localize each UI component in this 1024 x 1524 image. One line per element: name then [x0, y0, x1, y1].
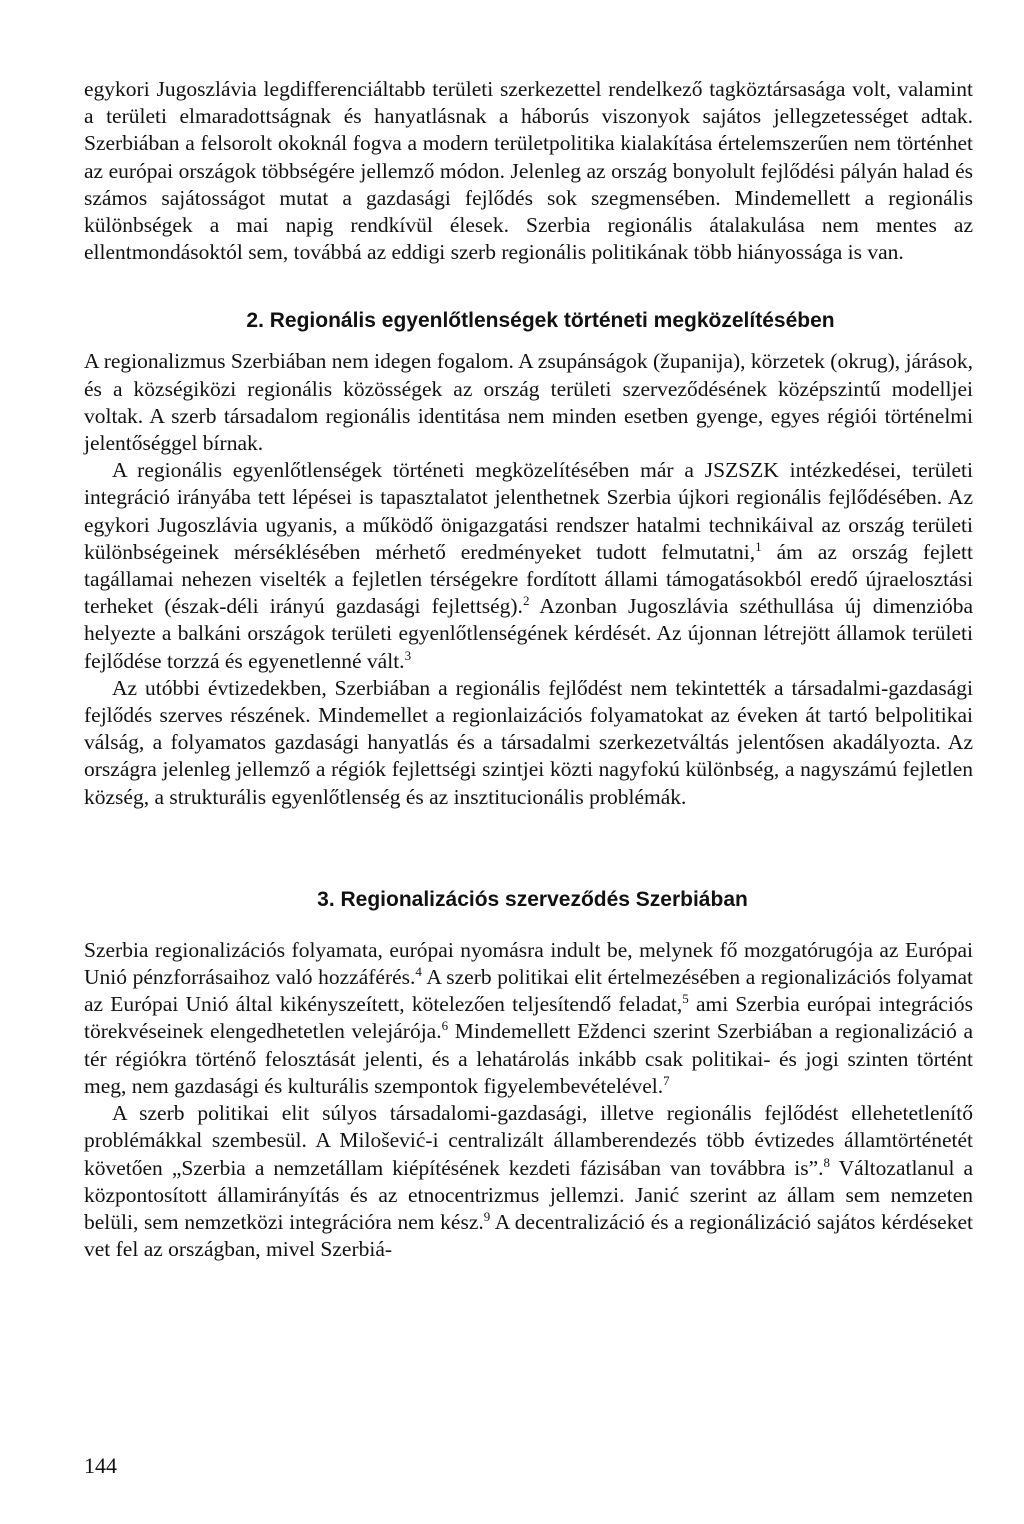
- section-2-body: [84, 348, 973, 810]
- footnote-ref-6[interactable]: 6: [441, 1018, 449, 1034]
- paragraph-text: A regionális egyenlőtlenségek történeti megközelítésében már a JSZSZK intézkedései, területi integráció irányába tett lépései is tapasztalatot jelenthetnek Szerbia újkori regionális fejlődésében. Az egykori Jugoszlávia ugyanis, a működő önigazgatási rendszer hatalmi technikáival az ország területi különbségeinek mérséklésében mérhető eredményeket tudott felmutatni,: [84, 458, 973, 564]
- section-2-paragraph-1: A regionalizmus Szerbiában nem idegen fogalom. A zsupánságok (županija), körzetek (okrug), járások, és a községiközi regionális közösségek az ország területi szerveződésének középszintű modelljei voltak. A szerb társadalom regionális identitása nem minden esetben gyenge, egyes régiói történelmi jelentőséggel bírnak.: [84, 349, 973, 456]
- section-3-paragraph-1: [84, 937, 973, 1100]
- section-3-heading: 3. Regionalizációs szerveződés Szerbiában: [317, 887, 748, 911]
- page-content: [84, 76, 973, 1263]
- paragraph-text: A szerb politikai elit súlyos társadalomi-gazdasági, illetve regionális fejlődést ellehetetlenítő problémákkal szembesül. A Milošević-i centralizált államberendezés több évtizedes államtörténetét követően „Szerbia a nemzetállam kiépítésének kezdeti fázisában van továbbra is”.: [84, 1101, 973, 1180]
- paragraph-text: ami Szerbia európai integrációs törekvéseinek elengedhetetlen velejárója.: [84, 992, 973, 1044]
- paragraph-text: A decentralizáció és a regionálizáció sajátos kérdéseket vet fel az országban, mivel Szerbiá-: [84, 1209, 973, 1262]
- paragraph-text: A szerb politikai elit értelmezésében a regionalizációs folyamat az Európai Unió által kikényszeített, kötelezően teljesítendő feladat,: [84, 965, 973, 1017]
- footnote-ref-9[interactable]: 9: [483, 1208, 491, 1224]
- paragraph-text: ám az ország fejlett tagállamai nehezen viselték a fejletlen térségekre fordított állami támogatásokból eredő újraelosztási terheket (észak-déli irányú gazdasági fejlettség).: [84, 539, 973, 619]
- footnote-ref-5[interactable]: 5: [682, 991, 689, 1007]
- paragraph-text: Változatlanul a központosított államirányítás és az etnocentrizmus jellemzi. Janić szerint az állam sem nemzeten belüli, sem nemzetközi integrációra nem kész.: [84, 1155, 974, 1234]
- intro-paragraph: egykori Jugoszlávia legdifferenciáltabb területi szerkezettel rendelkező tagköztársasága volt, valamint a területi elmaradottságnak és hanyatlásnak a háborús viszonyok sajátos jellegzetességet adtak. Szerbiában a felsorolt okoknál fogva a modern területpolitika kialakítása értelemszerűen nem történhet az európai országok többségére jellemző módon. Jelenleg az ország bonyolult fejlődési pályán halad és számos sajátosságot mutat a gazdasági fejlődés sok szegmensében. Mindemellett a regionális különbségek a mai napig rendkívül élesek. Szerbia regionális átalakulása nem mentes az ellentmondásoktól sem, továbbá az eddigi szerb regionális politikának több hiányossága is van.: [84, 77, 973, 265]
- section-2-paragraph-2: [84, 457, 973, 675]
- paragraph-text: Mindemellett Eždenci szerint Szerbiában a regionalizáció a tér régiókra történő felosztását jelenti, és a lehatárolás inkább csak politikai- és jogi szinten történt meg, nem gazdasági és kulturális szempontok figyelembevételével.: [84, 1019, 973, 1098]
- page-number: 144: [84, 1453, 117, 1478]
- footnote-ref-1[interactable]: 1: [755, 538, 762, 554]
- paragraph-text: Azonban Jugoszlávia széthullása új dimenzióba helyezte a balkáni országok területi egyenlőtlenségének kérdését. Az újonnan létrejött államok területi fejlődése torzzá és egyenetlenné vált.: [84, 594, 973, 673]
- section-2-heading: 2. Regionális egyenlőtlenségek történeti megközelítésében: [246, 309, 835, 333]
- footnote-ref-4[interactable]: 4: [415, 964, 422, 980]
- section-3-paragraph-2: [84, 1100, 973, 1263]
- footnote-ref-7[interactable]: 7: [663, 1072, 670, 1088]
- section-3-body: [84, 937, 973, 1263]
- paragraph-text: Szerbia regionalizációs folyamata, európai nyomásra indult be, melynek fő mozgatórugója az Európai Unió pénzforrásaihoz való hozzáférés.: [84, 937, 973, 990]
- section-2-paragraph-3: Az utóbbi évtizedekben, Szerbiában a regionális fejlődést nem tekintették a társadalmi-gazdasági fejlődés szerves részének. Mindemellet a regionlaizációs folyamatokat az éveken át tartó belpolitikai válság, a folyamatos gazdasági hanyatlás és a társadalmi szerkezetváltás jelentősen akadályozta. Az országra jelenleg jellemző a régiók fejlettségi szintjei közti nagyfokú különbség, a nagyszámú fejletlen község, a strukturális egyenlőtlenség és az insztitucionális problémák.: [84, 675, 973, 809]
- footnote-ref-3[interactable]: 3: [404, 647, 412, 663]
- footnote-ref-8[interactable]: 8: [823, 1154, 831, 1170]
- footnote-ref-2[interactable]: 2: [522, 593, 530, 609]
